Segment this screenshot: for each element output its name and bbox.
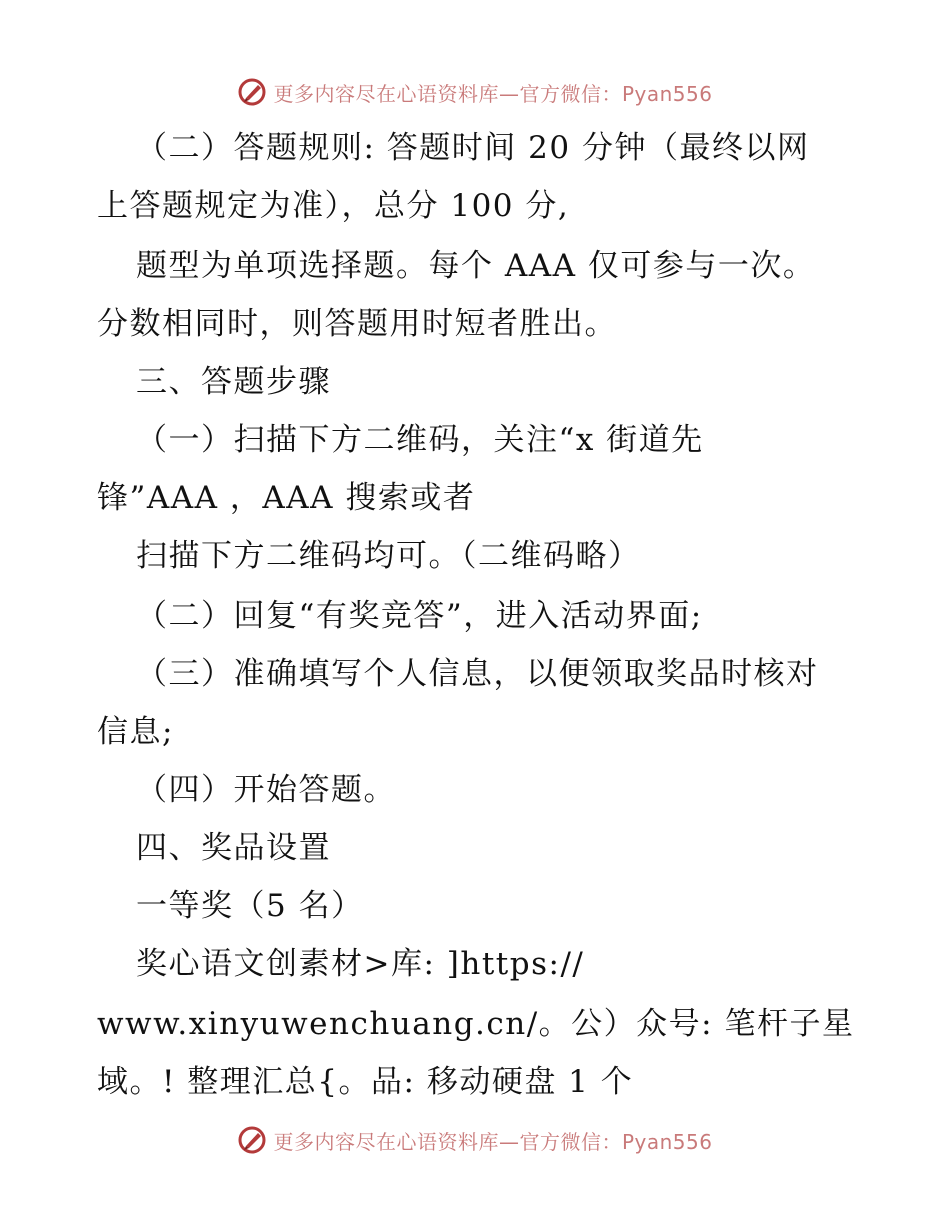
text-line: （四）开始答题。 (136, 772, 396, 808)
text-line: 信息; (97, 714, 174, 750)
text-line: （二）回复“有奖竞答”，进入活动界面; (136, 598, 703, 634)
text-line: 题型为单项选择题。每个 AAA 仅可参与一次。 (136, 248, 816, 284)
footer-banner (0, 1120, 950, 1160)
text-line: （三）准确填写个人信息，以便领取奖品时核对 (136, 656, 819, 692)
text-line: 分数相同时，则答题用时短者胜出。 (97, 306, 617, 342)
text-line: 上答题规定为准），总分 100 分, (97, 188, 570, 224)
text-line: （二）答题规则: 答题时间 20 分钟（最终以网 (136, 130, 810, 166)
text-line: www.xinyuwenchuang.cn/。公）众号: 笔杆子星 (97, 1006, 855, 1042)
text-line: 域。! 整理汇总{。品: 移动硬盘 1 个 (97, 1064, 634, 1100)
header-banner-text: 更多内容尽在心语资料库—官方微信：Pyan556 (273, 81, 713, 106)
pen-logo-icon (237, 1125, 267, 1155)
section-heading: 三、答题步骤 (136, 364, 331, 400)
text-line: 奖心语文创素材>库: ]https:// (136, 946, 585, 982)
footer-banner-text: 更多内容尽在心语资料库—官方微信：Pyan556 (273, 1129, 713, 1154)
section-heading: 四、奖品设置 (136, 830, 331, 866)
text-line: 一等奖（5 名） (136, 888, 364, 924)
text-line: 扫描下方二维码均可。（二维码略） (136, 538, 641, 574)
text-line: 锋”AAA ，AAA 搜索或者 (97, 480, 476, 516)
text-line: （一）扫描下方二维码，关注“x 街道先 (136, 422, 704, 458)
